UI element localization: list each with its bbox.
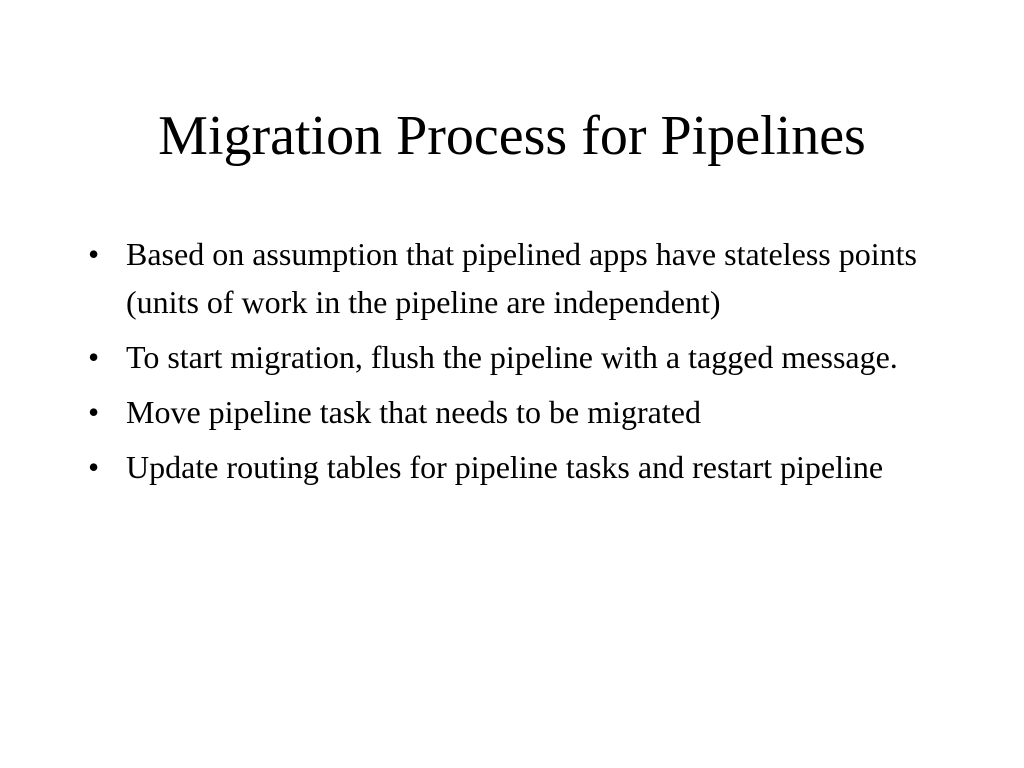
- bullet-text: Update routing tables for pipeline tasks and restart pipeline: [126, 449, 884, 485]
- bullet-icon: •: [88, 236, 100, 272]
- bullet-text: Based on assumption that pipelined apps have stateless points (units of work in the pipeline are independent): [126, 236, 917, 320]
- bullet-icon: •: [88, 394, 100, 430]
- bullet-item: [88, 230, 948, 326]
- bullet-icon: •: [88, 339, 100, 375]
- bullet-text: Move pipeline task that needs to be migrated: [126, 394, 701, 430]
- bullet-text: To start migration, flush the pipeline with a tagged message.: [126, 339, 898, 375]
- bullet-item: [88, 333, 948, 381]
- slide-title: Migration Process for Pipelines: [158, 105, 866, 167]
- bullet-item: [88, 443, 948, 491]
- bullet-list: [88, 230, 948, 498]
- bullet-item: [88, 388, 948, 436]
- bullet-icon: •: [88, 449, 100, 485]
